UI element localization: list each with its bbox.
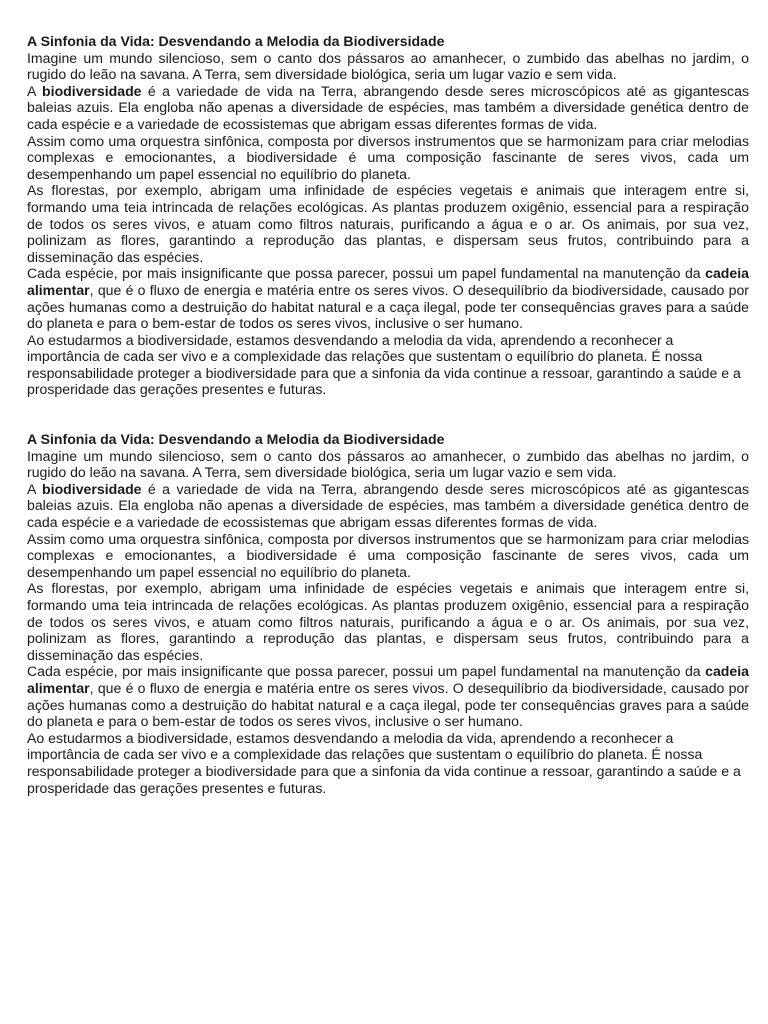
term-biodiversidade: biodiversidade: [42, 82, 142, 99]
paragraph-food-chain: [27, 663, 749, 729]
paragraph-definition: [27, 83, 749, 133]
paragraph-food-chain-rest: , que é o fluxo de energia e matéria entre os seres vivos. O desequilíbrio da biodiversidade, causado por ações humanas como a destruição do habitat natural e a caça ilegal, pode ter consequências graves para a saúde do planeta e para o bem-estar de todos os seres vivos, inclusive o ser humano.: [27, 679, 749, 730]
paragraph-conclusion: Ao estudarmos a biodiversidade, estamos desvendando a melodia da vida, aprendendo a reconhecer a importância de cada ser vivo e a complexidade das relações que sustentam o equilíbrio do planeta. É nossa responsabilidade proteger a biodiversidade para que a sinfonia da vida continue a ressoar, garantindo a saúde e a prosperidade das gerações presentes e futuras.: [27, 331, 741, 398]
paragraph-forests: As florestas, por exemplo, abrigam uma infinidade de espécies vegetais e animais que interagem entre si, formando uma teia intrincada de relações ecológicas. As plantas produzem oxigênio, essencial para a respiração de todos os seres vivos, e atuam como filtros naturais, purificando a água e o ar. Os animais, por sua vez, polinizam as flores, garantindo a reprodução das plantas, e dispersam seus frutos, contribuindo para a disseminação das espécies.: [27, 182, 749, 265]
paragraph-conclusion: Ao estudarmos a biodiversidade, estamos desvendando a melodia da vida, aprendendo a reconhecer a importância de cada ser vivo e a complexidade das relações que sustentam o equilíbrio do planeta. É nossa responsabilidade proteger a biodiversidade para que a sinfonia da vida continue a ressoar, garantindo a saúde e a prosperidade das gerações presentes e futuras.: [27, 729, 741, 796]
article-section-2: [27, 431, 749, 796]
article-title: A Sinfonia da Vida: Desvendando a Melodia da Biodiversidade: [27, 33, 445, 49]
paragraph-food-chain: [27, 265, 749, 331]
paragraph-definition-start: A: [27, 82, 43, 99]
paragraph-definition-start: A: [27, 480, 43, 497]
term-cadeia-alimentar: cadeia alimentar: [27, 663, 749, 696]
paragraph-intro: Imagine um mundo silencioso, sem o canto dos pássaros ao amanhecer, o zumbido das abelhas no jardim, o rugido do leão na savana. A Terra, sem diversidade biológica, seria um lugar vazio e sem vida.: [27, 49, 749, 83]
paragraph-orchestra: Assim como uma orquestra sinfônica, composta por diversos instrumentos que se harmonizam para criar melodias complexas e emocionantes, a biodiversidade é uma composição fascinante de seres vivos, cada um desempenhando um papel essencial no equilíbrio do planeta.: [27, 132, 749, 182]
document-page: [27, 33, 749, 796]
article-title: A Sinfonia da Vida: Desvendando a Melodia da Biodiversidade: [27, 431, 445, 448]
term-cadeia-alimentar: cadeia alimentar: [27, 265, 749, 298]
paragraph-orchestra: Assim como uma orquestra sinfônica, composta por diversos instrumentos que se harmonizam para criar melodias complexas e emocionantes, a biodiversidade é uma composição fascinante de seres vivos, cada um desempenhando um papel essencial no equilíbrio do planeta.: [27, 530, 749, 580]
paragraph-food-chain-start: Cada espécie, por mais insignificante que possa parecer, possui um papel fundamental na manutenção da: [27, 663, 706, 680]
paragraph-forests: As florestas, por exemplo, abrigam uma infinidade de espécies vegetais e animais que interagem entre si, formando uma teia intrincada de relações ecológicas. As plantas produzem oxigênio, essencial para a respiração de todos os seres vivos, e atuam como filtros naturais, purificando a água e o ar. Os animais, por sua vez, polinizam as flores, garantindo a reprodução das plantas, e dispersam seus frutos, contribuindo para a disseminação das espécies.: [27, 580, 749, 663]
paragraph-definition-rest: é a variedade de vida na Terra, abrangendo desde seres microscópicos até as gigantescas baleias azuis. Ela engloba não apenas a diversidade de espécies, mas também a diversidade genética dentro de cada espécie e a variedade de ecossistemas que abrigam essas diferentes formas de vida.: [27, 82, 749, 132]
paragraph-definition: [27, 481, 749, 531]
paragraph-food-chain-start: Cada espécie, por mais insignificante que possa parecer, possui um papel fundamental na manutenção da: [27, 265, 706, 282]
article-section-1: [27, 33, 749, 398]
paragraph-intro: Imagine um mundo silencioso, sem o canto dos pássaros ao amanhecer, o zumbido das abelhas no jardim, o rugido do leão na savana. A Terra, sem diversidade biológica, seria um lugar vazio e sem vida.: [27, 447, 749, 481]
term-biodiversidade: biodiversidade: [42, 480, 142, 497]
paragraph-definition-rest: é a variedade de vida na Terra, abrangendo desde seres microscópicos até as gigantescas baleias azuis. Ela engloba não apenas a diversidade de espécies, mas também a diversidade genética dentro de cada espécie e a variedade de ecossistemas que abrigam essas diferentes formas de vida.: [27, 480, 749, 531]
paragraph-food-chain-rest: , que é o fluxo de energia e matéria entre os seres vivos. O desequilíbrio da biodiversidade, causado por ações humanas como a destruição do habitat natural e a caça ilegal, pode ter consequências graves para a saúde do planeta e para o bem-estar de todos os seres vivos, inclusive o ser humano.: [27, 281, 749, 332]
